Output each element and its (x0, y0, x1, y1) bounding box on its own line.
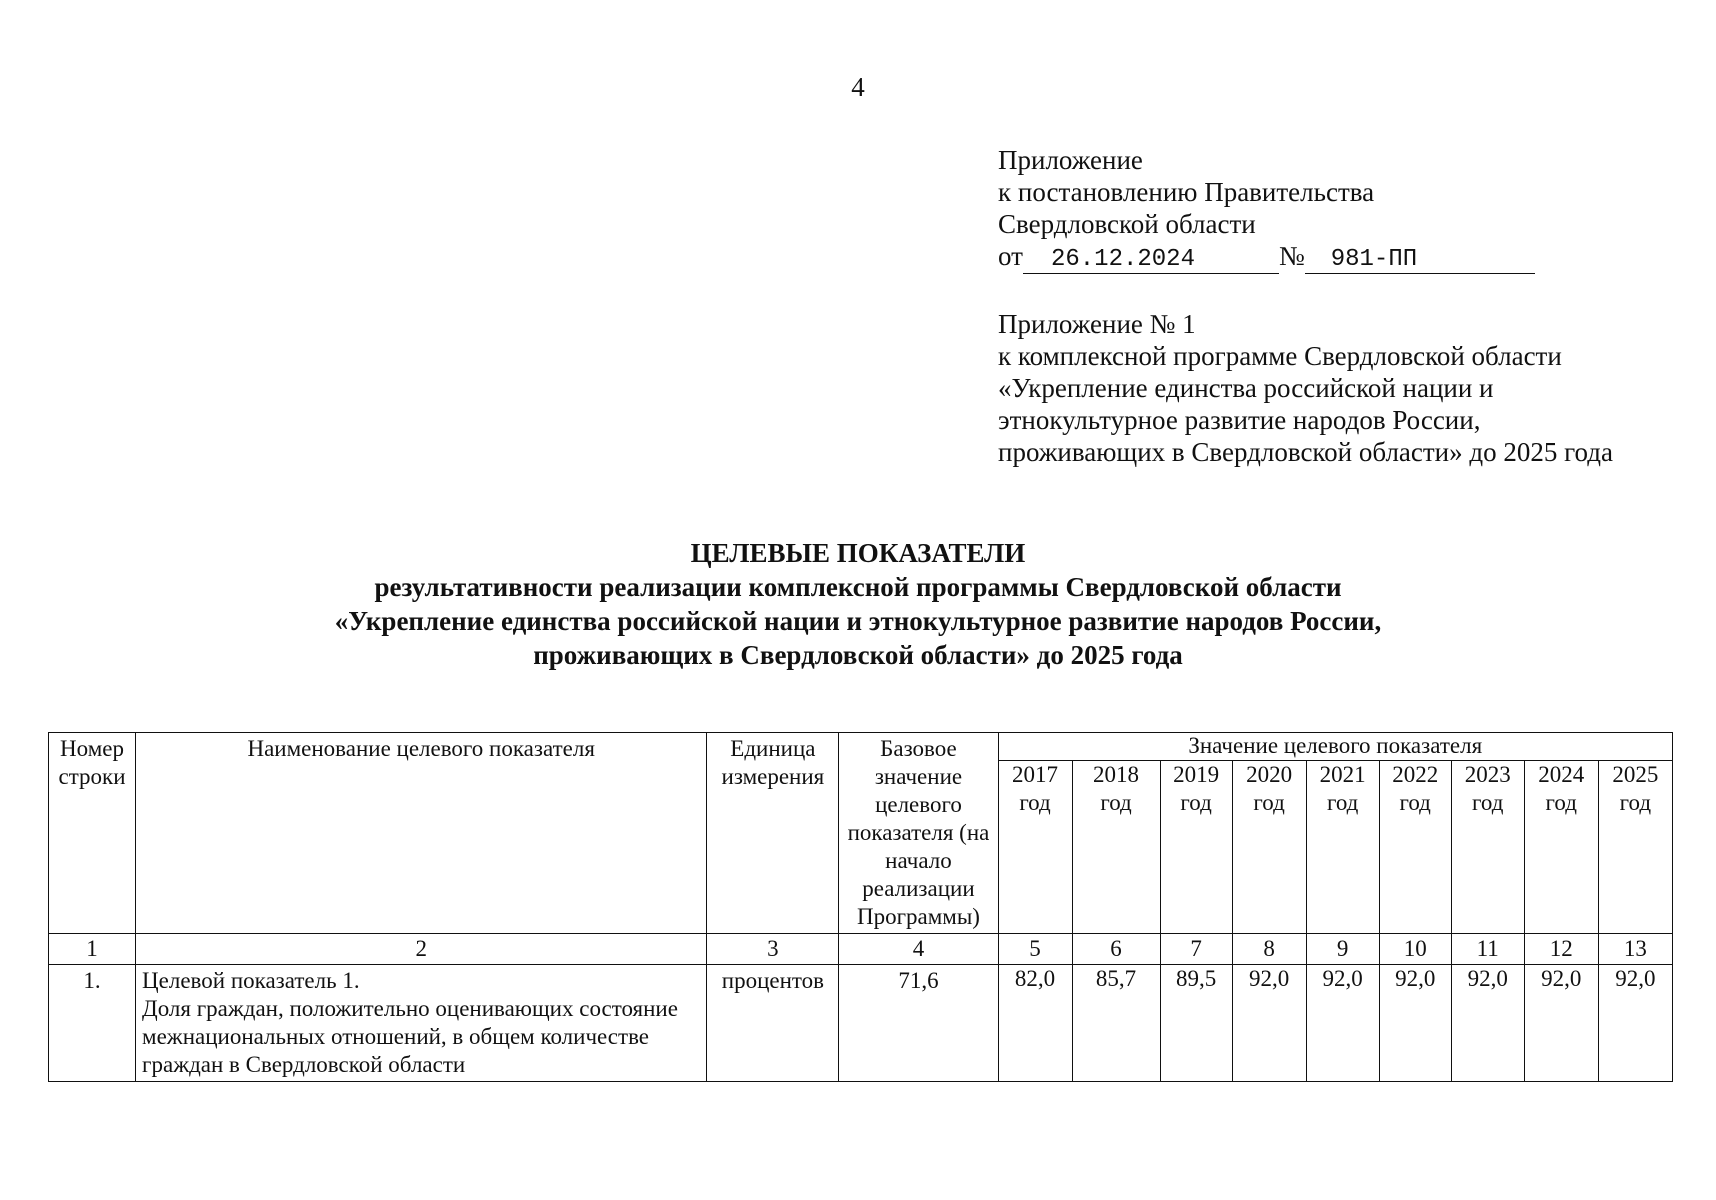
header-year: 2024 год (1524, 760, 1598, 933)
table-row (49, 965, 1673, 1082)
header-year: 2020 год (1232, 760, 1306, 933)
indicator-value: 92,0 (1598, 965, 1672, 1082)
column-number: 5 (998, 934, 1072, 965)
column-number: 6 (1072, 934, 1160, 965)
column-number: 7 (1160, 934, 1232, 965)
column-number: 12 (1524, 934, 1598, 965)
column-numbers-row (49, 934, 1673, 965)
order-number: 981-ПП (1305, 247, 1535, 274)
appendix-program-block (998, 308, 1698, 468)
header-year: 2019 год (1160, 760, 1232, 933)
column-number: 1 (49, 934, 136, 965)
indicator-description: Доля граждан, положительно оценивающих состояние межнациональных отношений, в общем количестве граждан в Свердловской области (142, 996, 678, 1077)
header-target-value: Значение целевого показателя (998, 733, 1673, 761)
header-year: 2017 год (998, 760, 1072, 933)
indicator-value: 92,0 (1524, 965, 1598, 1082)
column-number: 10 (1379, 934, 1451, 965)
header-year: 2025 год (1598, 760, 1672, 933)
header-year: 2022 год (1379, 760, 1451, 933)
header-base-value: Базовое значение целевого показателя (на начало реализации Программы) (839, 733, 998, 934)
indicator-name (136, 965, 707, 1082)
column-number: 11 (1451, 934, 1524, 965)
header-row-number: Номер строки (49, 733, 136, 934)
column-number: 4 (839, 934, 998, 965)
indicator-value: 92,0 (1379, 965, 1451, 1082)
appendix-program-line5: проживающих в Свердловской области» до 2025 года (998, 437, 1613, 467)
title-line2: результативности реализации комплексной программы Свердловской области (374, 572, 1342, 602)
header-unit: Единица измерения (707, 733, 839, 934)
title-line4: проживающих в Свердловской области» до 2025 года (533, 640, 1183, 670)
header-year: 2018 год (1072, 760, 1160, 933)
column-number: 9 (1306, 934, 1379, 965)
page-number: 4 (851, 72, 865, 102)
title-line3: «Укрепление единства российской нации и этнокультурное развитие народов России, (334, 606, 1382, 636)
column-number: 3 (707, 934, 839, 965)
number-prefix: № (1278, 241, 1305, 271)
column-number: 2 (136, 934, 707, 965)
indicator-value: 92,0 (1232, 965, 1306, 1082)
document-title (0, 536, 1716, 672)
from-prefix: от (998, 241, 1023, 271)
indicator-title: Целевой показатель 1. (142, 968, 360, 993)
indicators-table (48, 732, 1673, 1082)
appendix-program-line3: «Укрепление единства российской нации и (998, 373, 1494, 403)
appendix-program-line4: этнокультурное развитие народов России, (998, 405, 1481, 435)
indicator-value: 89,5 (1160, 965, 1232, 1082)
appendix-order-line1: Приложение (998, 145, 1143, 175)
column-number: 13 (1598, 934, 1672, 965)
header-indicator-name: Наименование целевого показателя (136, 733, 707, 934)
order-date: 26.12.2024 (1023, 247, 1279, 274)
appendix-order-line3: Свердловской области (998, 209, 1256, 239)
indicator-unit: процентов (707, 965, 839, 1082)
row-number: 1. (49, 965, 136, 1082)
indicator-value: 92,0 (1306, 965, 1379, 1082)
appendix-program-line1: Приложение № 1 (998, 309, 1196, 339)
indicator-base-value: 71,6 (839, 965, 998, 1082)
order-date-line (998, 240, 1698, 274)
column-number: 8 (1232, 934, 1306, 965)
appendix-order-line2: к постановлению Правительства (998, 177, 1375, 207)
header-year: 2021 год (1306, 760, 1379, 933)
appendix-program-line2: к комплексной программе Свердловской области (998, 341, 1562, 371)
indicator-value: 85,7 (1072, 965, 1160, 1082)
indicator-value: 82,0 (998, 965, 1072, 1082)
title-line1: ЦЕЛЕВЫЕ ПОКАЗАТЕЛИ (690, 538, 1026, 568)
indicator-value: 92,0 (1451, 965, 1524, 1082)
header-year: 2023 год (1451, 760, 1524, 933)
table-header-row (49, 733, 1673, 761)
appendix-order-block (998, 144, 1698, 274)
